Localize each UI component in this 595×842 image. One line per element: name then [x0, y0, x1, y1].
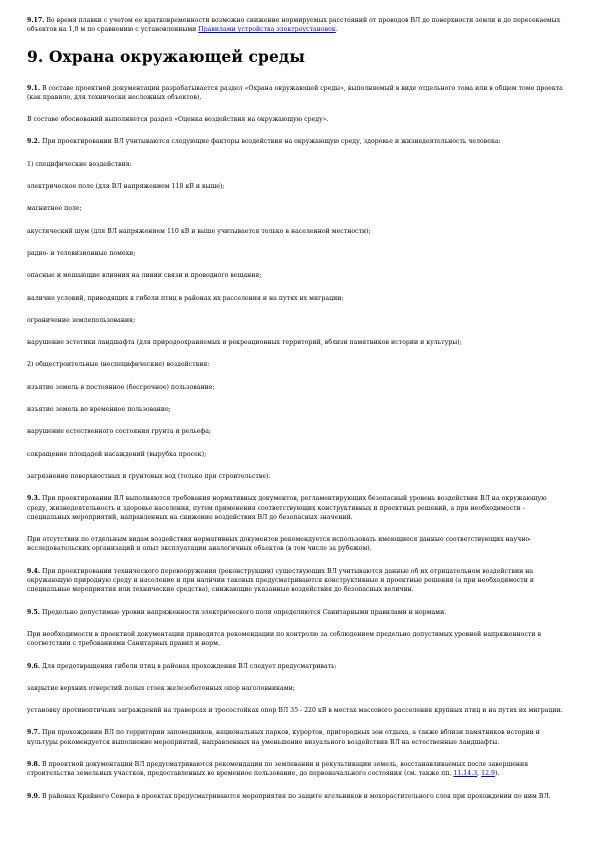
clause-number: 9.4. — [27, 567, 40, 575]
paragraph-9-9 — [27, 792, 567, 801]
clause-number: 9.1. — [27, 84, 40, 92]
paragraph-9-5 — [27, 608, 567, 617]
section-title: 9. Охрана окружающей среды — [27, 46, 305, 66]
list-item: загрязнение поверхностных и грунтовых вод (только при строительстве). — [27, 472, 271, 480]
paragraph-9-2 — [27, 137, 567, 146]
clause-text: Для предотвращения гибели птиц в районах прохождения ВЛ следует предусматривать: — [40, 662, 337, 670]
clause-text: Во время плавки с учетом ее кратковременности возможно снижение нормируемых расстояний от проводов ВЛ до поверхности земли и до пересекаемых объектов на 1,0 м по сравнению с установленными — [27, 17, 561, 34]
paragraph-9-4 — [27, 567, 567, 595]
list-item: изъятие земель во временное пользование; — [27, 406, 171, 414]
clause-number: 9.6. — [27, 662, 40, 670]
list-item: закрытие верхних отверстий полых стоек железобетонных опор наголовниками; — [27, 684, 295, 692]
clause-11-14-3-link[interactable]: 11.14.3 — [453, 770, 478, 778]
list-item: установку противоптичьих заграждений на траверсах и тросостойках опор ВЛ 35 - 220 кВ в местах массового расселения крупных птиц и на путях их миграции. — [27, 707, 563, 715]
clause-text: В районах Крайнего Севера в проектах предусматриваются мероприятия по защите ягельников и мохорастительного слоя при прохождении по ним ВЛ. — [40, 792, 551, 800]
paragraph-9-5-note: При необходимости в проектной документации приводятся рекомендации по контролю за соблюдением предельно допустимых уровней напряженности в соответствии с требованиями Санитарных правил и норм. — [27, 630, 542, 648]
list-item: радио- и телевизионные помехи; — [27, 249, 136, 257]
list-item: магнитное поле; — [27, 205, 82, 213]
paragraph-assessment: В составе обоснований выполняется раздел «Оценка воздействия на окружающую среду». — [27, 116, 329, 124]
list-item: акустический шум (для ВЛ напряжением 110 кВ и выше учитывается только в населенной местности); — [27, 227, 371, 235]
paragraph-9-6 — [27, 662, 567, 671]
clause-number: 9.3. — [27, 495, 40, 503]
clause-number: 9.8. — [27, 760, 40, 768]
clause-text: В проектной документации ВЛ предусматриваются рекомендации по землевании и рекультивации земель, восстанавливаемых после завершения строительства земельных участков, предоставленных во временное пользование, до первоначального состояния (см. также пп. — [27, 760, 529, 778]
paragraph-9-3-note: При отсутствии по отдельным видам воздействия нормативных документов рекомендуется использовать имеющиеся данные соответствующих научно-исследовательских организаций и опыт эксплуатации аналогичных объектов (в том числе за рубежом). — [27, 536, 532, 553]
list-2-title: 2) общестроительные (неспецифические) воздействия: — [27, 361, 210, 369]
electrical-rules-link[interactable]: Правилами устройства электроустановок — [198, 26, 336, 34]
clause-text: В составе проектной документации разрабатывается раздел «Охрана окружающей среды», выполняемый в виде отдельного тома или в общем томе проекта (как правило, для технически несложных объектов). — [27, 84, 563, 101]
clause-text: При проектировании ВЛ выполняются требования нормативных документов, регламентирующих безопасный уровень воздействия ВЛ на окружающую среду, жизнедеятельность и здоровье населения, путем применения соответствующих конструктивных и проектных решений, а при необходимости - специальных мероприятий, направленных на снижение воздействия ВЛ до безопасных значений. — [27, 495, 547, 521]
clause-number: 9.2. — [27, 138, 40, 146]
clause-number: 9.17. — [27, 17, 45, 24]
clause-text: При проектировании технического перевооружения (реконструкции) существующих ВЛ учитываются данные об их отрицательном воздействии на окружающую природную среду и население и при наличии таковых предусматриваются конструктивные и проектные решения (а при необходимости и специальные мероприятия или технические средства), снижающие указанные воздействия до безопасных величин. — [27, 567, 534, 594]
list-item: нарушение эстетики ландшафта (для природоохраняемых и рекреационных территорий, вблизи памятников истории и культуры); — [27, 339, 462, 347]
paragraph-9-1 — [27, 84, 567, 103]
list-item: нарушение естественного состояния грунта и рельефа; — [27, 428, 212, 436]
clause-number: 9.9. — [27, 792, 40, 800]
list-item: ограничение землепользования; — [27, 316, 136, 324]
list-1-title: 1) специфические воздействия: — [27, 160, 132, 168]
paragraph-9-3 — [27, 494, 567, 522]
paragraph-9-17: 9.17. Во время плавки с учетом ее кратковременности возможно снижение нормируемых расстояний от проводов ВЛ до поверхности земли и до пересекаемых объектов на 1,0 м по сравнению с установленными Правилами устройства электроустановок. — [27, 17, 561, 34]
paragraph-9-8: 9.8. В проектной документации ВЛ предусматриваются рекомендации по землевании и рекультивации земель, восстанавливаемых после завершения строительства земельных участков, предоставленных во временное пользование, до первоначального состояния (см. также пп. 11.14.3, 12.9). — [27, 760, 529, 778]
document-body — [27, 16, 567, 814]
list-item: опасные и мешающие влияния на линии связи и проводного вещания; — [27, 272, 262, 280]
clause-text: При прохождении ВЛ по территории заповедников, национальных парков, курортов, пригородных зон отдыха, а также вблизи памятников истории и культуры рекомендуется выполнение мероприятий, направленных на уменьшение визуального воздействия ВЛ на естественные ландшафты. — [27, 729, 540, 746]
clause-text: При проектировании ВЛ учитываются следующие факторы воздействия на окружающую среду, здоровье и жизнедеятельность человека: — [40, 138, 501, 146]
list-item: сокращение площадей насаждений (вырубка просек); — [27, 450, 207, 458]
clause-number: 9.5. — [27, 608, 40, 616]
list-item: наличие условий, приводящих к гибели птиц в районах их расселения и на путях их миграции; — [27, 294, 344, 302]
clause-12-9-link[interactable]: 12.9 — [481, 770, 496, 778]
clause-number: 9.7. — [27, 729, 40, 737]
list-item: электрическое поле (для ВЛ напряжением 110 кВ и выше); — [27, 183, 225, 191]
paragraph-9-7 — [27, 728, 567, 747]
clause-text: Предельно допустимые уровни напряженности электрического поля определяются Санитарными правилами и нормами. — [40, 608, 447, 616]
list-item: изъятие земель в постоянное (бессрочное) пользование; — [27, 383, 215, 391]
